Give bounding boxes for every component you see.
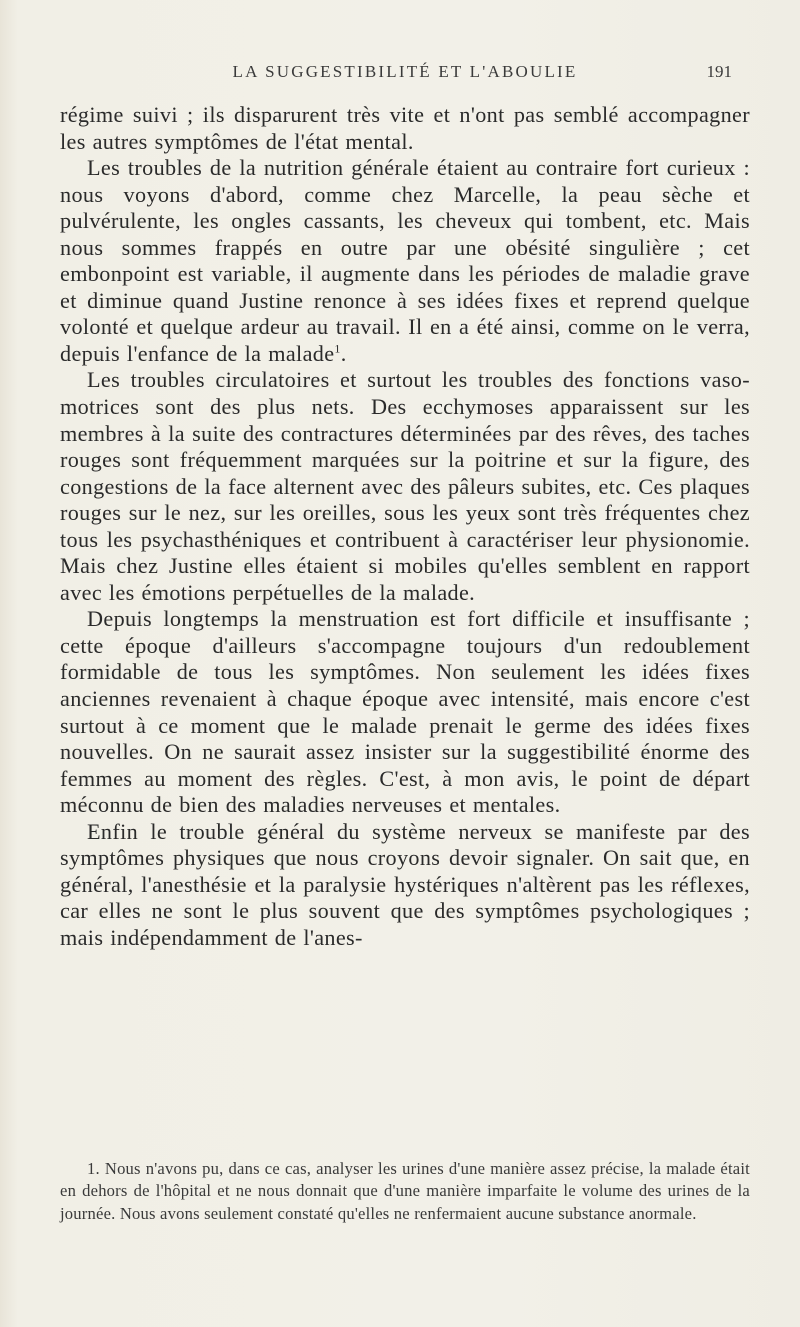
page-number: 191 <box>706 62 732 81</box>
paragraph-4: Depuis longtemps la menstruation est fort difficile et insuffisante ; cette époque d'ailleurs s'accompagne toujours d'un redoublement formidable de tous les symptômes. Non seulement les idées fixes anciennes revenaient à chaque époque avec intensité, mais encore c'est surtout à ce moment que le malade prenait le germe des idées fixes nouvelles. On ne saurait assez insister sur la suggestibilité énorme des femmes au moment des règles. C'est, à mon avis, le point de départ méconnu de bien des maladies nerveuses et mentales. <box>60 606 750 818</box>
paragraph-2-text: Les troubles de la nutrition générale étaient au contraire fort curieux : nous voyons d'abord, comme chez Marcelle, la peau sèche et pulvérulente, les ongles cassants, les cheveux qui tombent, etc. Mais nous sommes frappés en outre par une obésité singulière ; cet embonpoint est variable, il augmente dans les périodes de maladie grave et diminue quand Justine renonce à ses idées fixes et reprend quelque volonté et quelque ardeur au travail. Il en a été ainsi, comme on le verra, depuis l'enfance de la malade <box>60 155 750 366</box>
paragraph-2 <box>60 155 750 367</box>
footnote: 1. Nous n'avons pu, dans ce cas, analyser les urines d'une manière assez précise, la malade était en dehors de l'hôpital et ne nous donnait que d'une manière imparfaite le volume des urines de la journée. Nous avons seulement constaté qu'elles ne renfermaient aucune substance anormale. <box>60 1159 750 1223</box>
paragraph-2-end: . <box>340 340 347 366</box>
body-text <box>60 102 750 952</box>
paragraph-3: Les troubles circulatoires et surtout les troubles des fonctions vaso-motrices sont des plus nets. Des ecchymoses apparaissent sur les membres à la suite des contractures déterminées par des rêves, des taches rouges sont fréquemment marquées sur la poitrine et sur la figure, des congestions de la face alternent avec des pâleurs subites, etc. Ces plaques rouges sur le nez, sur les oreilles, sous les yeux sont très fréquentes chez tous les psychasthéniques et contribuent à caractériser leur physionomie. Mais chez Justine elles étaient si mobiles qu'elles semblent en rapport avec les émotions perpétuelles de la malade. <box>60 367 750 605</box>
footnote-reference[interactable]: 1 <box>334 341 341 356</box>
paragraph-5: Enfin le trouble général du système nerveux se manifeste par des symptômes physiques que nous croyons devoir signaler. On sait que, en général, l'anesthésie et la paralysie hystériques n'altèrent pas les réflexes, car elles ne sont le plus souvent que des symptômes psychologiques ; mais indépendamment de l'anes- <box>60 818 750 950</box>
page-header <box>60 62 750 86</box>
running-head: LA SUGGESTIBILITÉ ET L'ABOULIE <box>232 62 578 81</box>
paragraph-1: régime suivi ; ils disparurent très vite et n'ont pas semblé accompagner les autres symptômes de l'état mental. <box>60 102 750 154</box>
